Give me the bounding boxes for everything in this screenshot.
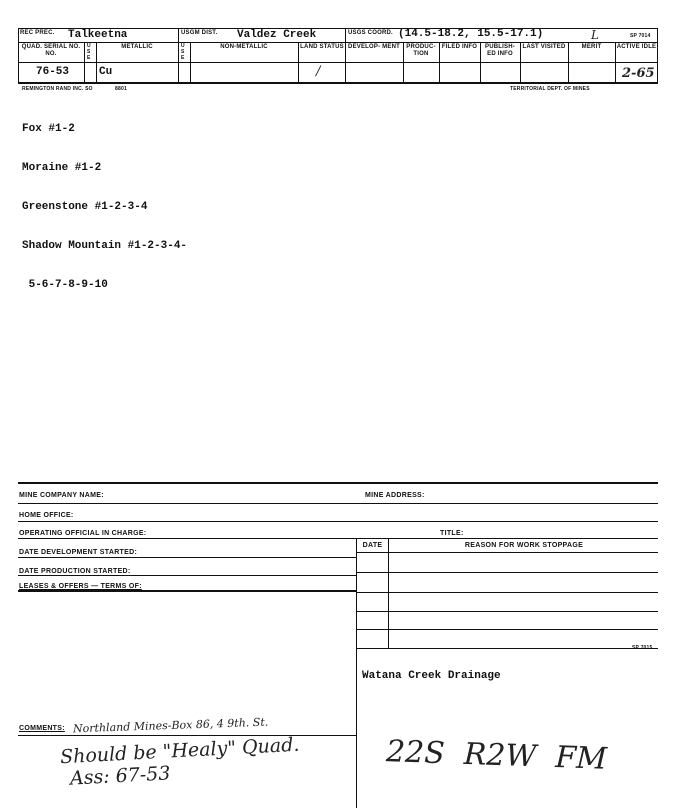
col-active-idle: ACTIVE IDLE bbox=[616, 44, 657, 50]
col-quad-serial: QUAD. SERIAL NO. NO. bbox=[21, 44, 81, 57]
usgs-dist-label: USGM DIST. bbox=[181, 30, 218, 36]
home-office-label: HOME OFFICE: bbox=[19, 512, 74, 519]
col-last-visited: LAST VISITED bbox=[522, 44, 566, 50]
col-production: PRODUC- TION bbox=[406, 44, 436, 57]
usgs-coord-value: (14.5-18.2, 15.5-17.1) bbox=[398, 28, 544, 40]
col-merit: MERIT bbox=[581, 44, 602, 50]
drainage-note: Watana Creek Drainage bbox=[362, 670, 501, 682]
mine-company-label: MINE COMPANY NAME: bbox=[19, 492, 104, 499]
claim-item: Fox #1-2 bbox=[22, 123, 75, 135]
rec-prec-value: Talkeetna bbox=[68, 29, 128, 41]
title-label: TITLE: bbox=[440, 530, 464, 537]
printer-line: REMINGTON RAND INC. SO bbox=[22, 86, 93, 92]
col-filed-info: FILED INFO bbox=[441, 44, 478, 50]
leases-label: LEASES & OFFERS — TERMS OF: bbox=[19, 583, 142, 590]
col-nonmetallic: NON-METALLIC bbox=[220, 44, 268, 50]
col-use-1: U S E bbox=[87, 43, 91, 61]
date-production-label: DATE PRODUCTION STARTED: bbox=[19, 568, 131, 575]
claim-item: 5-6-7-8-9-10 bbox=[22, 279, 108, 291]
comments-label: COMMENTS: bbox=[19, 725, 65, 732]
date-development-label: DATE DEVELOPMENT STARTED: bbox=[19, 549, 138, 556]
col-land-status: LAND STATUS bbox=[300, 44, 344, 50]
printer-code: 8801 bbox=[115, 86, 127, 92]
form-number-top: SP 7014 bbox=[630, 33, 651, 39]
operating-official-label: OPERATING OFFICIAL IN CHARGE: bbox=[19, 530, 147, 537]
quad-value: 76-53 bbox=[36, 66, 70, 78]
reason-column-header: REASON FOR WORK STOPPAGE bbox=[464, 542, 584, 549]
comments-handwritten: Northland Mines-Box 86, 4 9th. St. bbox=[72, 715, 269, 736]
col-use-2: U S E bbox=[181, 43, 185, 61]
col-published-info: PUBLISH- ED INFO bbox=[485, 44, 515, 57]
col-metallic: METALLIC bbox=[121, 44, 153, 50]
form-number-bottom: SP 7015 bbox=[632, 645, 653, 651]
claim-item: Greenstone #1-2-3-4 bbox=[22, 201, 148, 213]
metallic-value: Cu bbox=[99, 66, 113, 78]
handwritten-note-line2: Ass: 67-53 bbox=[69, 762, 171, 790]
active-idle-value: 2-65 bbox=[622, 66, 655, 81]
mine-address-label: MINE ADDRESS: bbox=[365, 492, 425, 499]
claim-item: Moraine #1-2 bbox=[22, 162, 102, 174]
coord-extra-mark: L bbox=[591, 28, 599, 42]
handwritten-location: 22S R2W FM bbox=[385, 734, 608, 777]
usgs-coord-label: USGS COORD. bbox=[348, 30, 393, 36]
col-development: DEVELOP- MENT bbox=[348, 44, 400, 50]
date-column-header: DATE bbox=[362, 542, 383, 549]
rec-prec-label: REC PREC. bbox=[20, 30, 55, 36]
territorial-dept: TERRITORIAL DEPT. OF MINES bbox=[510, 86, 590, 92]
claim-item: Shadow Mountain #1-2-3-4- bbox=[22, 240, 188, 252]
usgs-dist-value: Valdez Creek bbox=[237, 29, 317, 41]
claims-list bbox=[22, 97, 187, 305]
handwritten-note-line1: Should be "Healy" Quad. bbox=[59, 733, 300, 769]
land-status-value: / bbox=[316, 64, 321, 79]
